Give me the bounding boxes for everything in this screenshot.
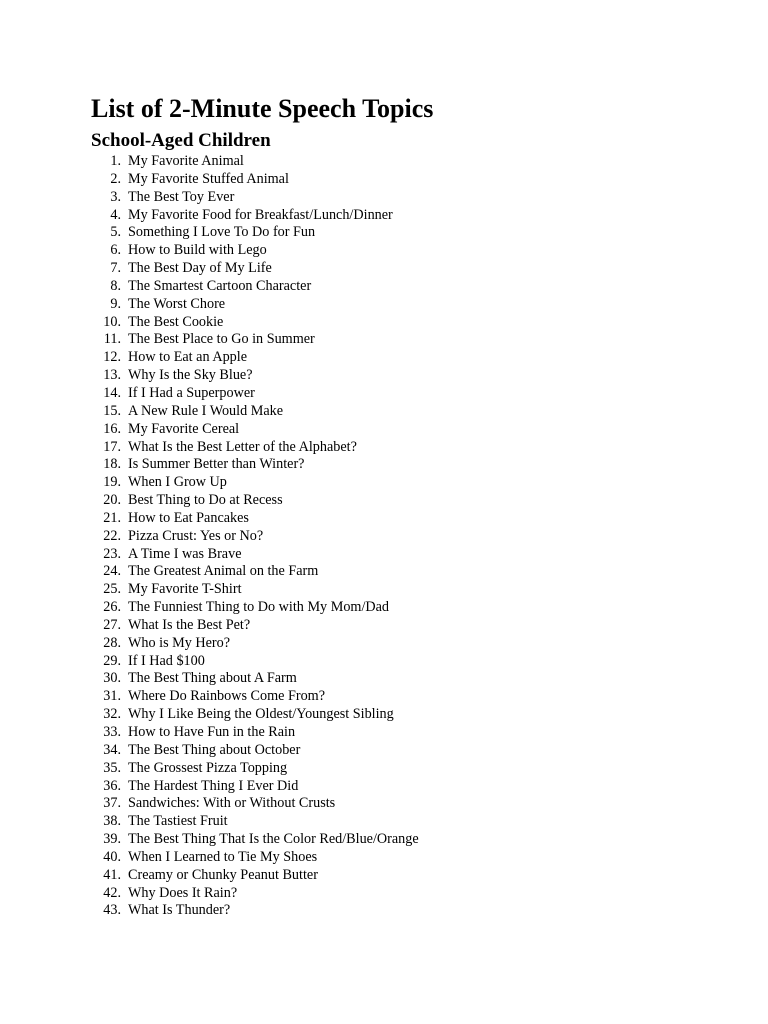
list-item xyxy=(0,742,768,760)
list-item-number: 11. xyxy=(103,331,121,348)
list-item-text: My Favorite Animal xyxy=(128,153,244,169)
list-item xyxy=(0,599,768,617)
list-item-text: What Is the Best Pet? xyxy=(128,616,251,633)
list-item-text: Who is My Hero? xyxy=(128,634,231,651)
list-item-number: 20. xyxy=(103,492,121,509)
list-item xyxy=(0,760,768,778)
list-item xyxy=(0,439,768,457)
list-item xyxy=(0,349,768,367)
list-item xyxy=(0,688,768,706)
list-item-text: A Time I was Brave xyxy=(128,545,242,562)
list-item-number: 24. xyxy=(103,563,121,580)
list-item-number: 35. xyxy=(103,759,121,776)
list-item-text: Something I Love To Do for Fun xyxy=(128,224,316,241)
list-item-text: My Favorite Cereal xyxy=(128,420,240,437)
list-item xyxy=(0,224,768,242)
list-item-text: If I Had $100 xyxy=(128,652,205,669)
list-item-number: 18. xyxy=(103,456,121,473)
list-item xyxy=(0,581,768,599)
list-item xyxy=(0,902,768,920)
list-item-text: Sandwiches: With or Without Crusts xyxy=(128,795,336,812)
list-item xyxy=(0,385,768,403)
list-item-text: When I Learned to Tie My Shoes xyxy=(128,848,318,865)
list-item-number: 38. xyxy=(103,813,121,830)
list-item-text: When I Grow Up xyxy=(128,474,227,491)
list-item-text: Why I Like Being the Oldest/Youngest Sibling xyxy=(128,706,394,723)
list-item-text: The Greatest Animal on the Farm xyxy=(128,563,319,580)
list-item xyxy=(0,724,768,742)
list-item-text: The Best Thing about A Farm xyxy=(128,670,297,687)
list-item-number: 32. xyxy=(103,706,121,723)
list-item-number: 25. xyxy=(103,581,121,598)
list-item-number: 8. xyxy=(110,277,121,294)
list-item-text: Is Summer Better than Winter? xyxy=(128,456,305,473)
list-item xyxy=(0,563,768,581)
list-item-text: The Best Cookie xyxy=(128,313,224,330)
list-item xyxy=(0,153,768,171)
list-item-text: The Hardest Thing I Ever Did xyxy=(128,777,299,794)
list-item-text: My Favorite Food for Breakfast/Lunch/Dinner xyxy=(128,206,393,223)
list-item xyxy=(0,528,768,546)
list-item xyxy=(0,670,768,688)
list-item xyxy=(0,813,768,831)
list-item-number: 36. xyxy=(103,777,121,794)
list-item-text: Pizza Crust: Yes or No? xyxy=(128,527,264,544)
list-item-text: A New Rule I Would Make xyxy=(128,402,284,419)
list-item-text: My Favorite T-Shirt xyxy=(128,581,242,598)
list-item-number: 9. xyxy=(110,295,121,312)
list-item-number: 39. xyxy=(103,831,121,848)
list-item-text: The Funniest Thing to Do with My Mom/Dad xyxy=(128,599,390,616)
list-item-text: The Best Toy Ever xyxy=(128,188,235,205)
list-item xyxy=(0,831,768,849)
list-item-text: The Best Day of My Life xyxy=(128,260,272,277)
list-item xyxy=(0,171,768,189)
page-title: List of 2-Minute Speech Topics xyxy=(91,94,434,123)
list-item-number: 37. xyxy=(103,795,121,812)
list-item-number: 41. xyxy=(103,866,121,883)
list-item-text: The Smartest Cartoon Character xyxy=(128,277,312,294)
list-item-number: 13. xyxy=(103,367,121,384)
list-item-number: 21. xyxy=(103,509,121,526)
list-item xyxy=(0,331,768,349)
list-item-number: 23. xyxy=(103,545,121,562)
list-item-number: 22. xyxy=(103,527,121,544)
list-item-number: 4. xyxy=(110,206,121,223)
list-item-text: Why Does It Rain? xyxy=(128,884,238,901)
list-item-text: Where Do Rainbows Come From? xyxy=(128,688,326,705)
list-item-number: 43. xyxy=(103,902,121,919)
list-item xyxy=(0,367,768,385)
list-item xyxy=(0,456,768,474)
list-item-number: 27. xyxy=(103,616,121,633)
list-item-number: 33. xyxy=(103,724,121,740)
list-item-number: 28. xyxy=(103,634,121,651)
list-item-number: 29. xyxy=(103,652,121,669)
list-item-text: How to Have Fun in the Rain xyxy=(128,724,296,740)
list-item xyxy=(0,885,768,903)
list-item xyxy=(0,778,768,796)
list-item xyxy=(0,207,768,225)
list-item xyxy=(0,403,768,421)
list-item-number: 6. xyxy=(110,242,121,259)
section-heading: School-Aged Children xyxy=(91,130,271,151)
list-item-number: 19. xyxy=(103,474,121,491)
list-item xyxy=(0,546,768,564)
list-item xyxy=(0,314,768,332)
list-item-text: What Is the Best Letter of the Alphabet? xyxy=(128,438,357,455)
list-item-number: 3. xyxy=(110,188,121,205)
list-item xyxy=(0,849,768,867)
list-item-text: Why Is the Sky Blue? xyxy=(128,367,253,384)
list-item xyxy=(0,510,768,528)
list-item-text: Best Thing to Do at Recess xyxy=(128,492,283,509)
list-item xyxy=(0,867,768,885)
list-item-text: The Best Thing That Is the Color Red/Blue/Orange xyxy=(128,831,419,848)
list-item-text: My Favorite Stuffed Animal xyxy=(128,170,289,187)
list-item-text: How to Build with Lego xyxy=(128,242,267,259)
list-item-number: 1. xyxy=(110,153,121,169)
list-item-text: Creamy or Chunky Peanut Butter xyxy=(128,866,318,883)
list-item-number: 15. xyxy=(103,402,121,419)
list-item-text: The Best Place to Go in Summer xyxy=(128,331,315,348)
list-item-text: The Worst Chore xyxy=(128,295,226,312)
list-item-number: 12. xyxy=(103,349,121,366)
list-item-number: 5. xyxy=(110,224,121,241)
list-item xyxy=(0,189,768,207)
list-item xyxy=(0,260,768,278)
list-item xyxy=(0,653,768,671)
list-item-number: 17. xyxy=(103,438,121,455)
list-item xyxy=(0,296,768,314)
list-item-number: 16. xyxy=(103,420,121,437)
list-item xyxy=(0,706,768,724)
list-item-number: 7. xyxy=(110,260,121,277)
list-item xyxy=(0,278,768,296)
list-item xyxy=(0,421,768,439)
list-item-text: If I Had a Superpower xyxy=(128,384,255,401)
list-item-number: 42. xyxy=(103,884,121,901)
list-item-text: The Grossest Pizza Topping xyxy=(128,759,288,776)
list-item-number: 2. xyxy=(110,170,121,187)
list-item xyxy=(0,492,768,510)
list-item xyxy=(0,474,768,492)
list-item-text: The Tastiest Fruit xyxy=(128,813,228,830)
list-item xyxy=(0,617,768,635)
topic-list xyxy=(0,153,768,920)
list-item xyxy=(0,242,768,260)
list-item-text: What Is Thunder? xyxy=(128,902,231,919)
list-item-number: 14. xyxy=(103,384,121,401)
list-item-number: 30. xyxy=(103,670,121,687)
list-item-number: 26. xyxy=(103,599,121,616)
list-item-number: 10. xyxy=(103,313,121,330)
list-item-number: 40. xyxy=(103,848,121,865)
list-item xyxy=(0,635,768,653)
list-item-text: The Best Thing about October xyxy=(128,741,301,758)
list-item-text: How to Eat Pancakes xyxy=(128,509,249,526)
list-item xyxy=(0,795,768,813)
list-item-number: 31. xyxy=(103,688,121,705)
list-item-text: How to Eat an Apple xyxy=(128,349,247,366)
list-item-number: 34. xyxy=(103,741,121,758)
